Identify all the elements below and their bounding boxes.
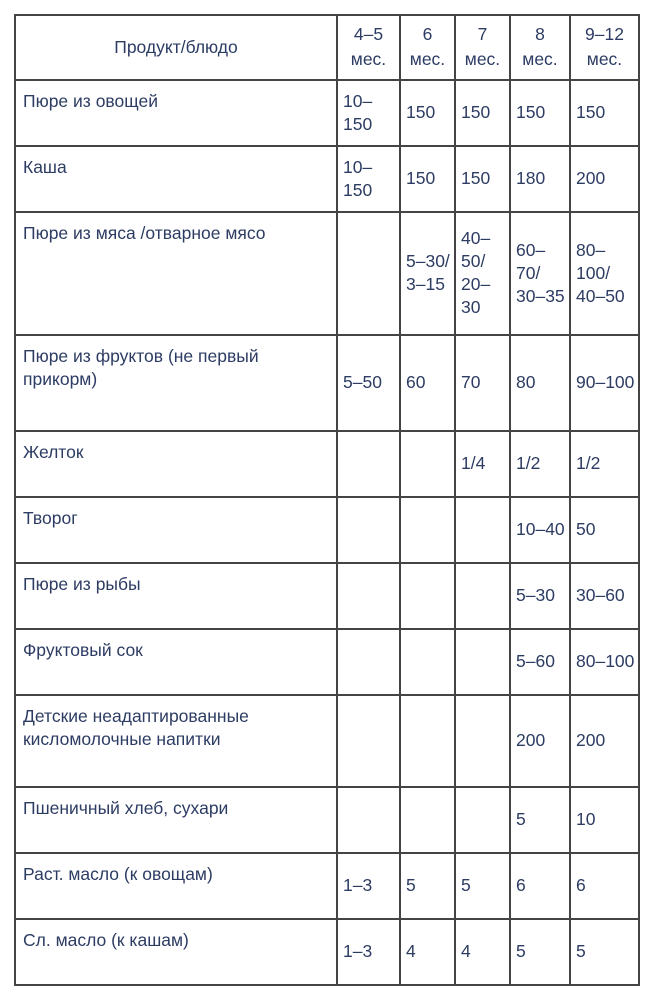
cell-value-9-12: 10: [570, 787, 639, 853]
column-header-4-5-months-line1: 4–5: [353, 24, 384, 44]
cell-value-4-5: 5–50: [337, 335, 400, 431]
cell-product: Раст. масло (к овощам): [15, 853, 337, 919]
cell-product: Детские неадаптированные кисломолочные напитки: [15, 695, 337, 787]
cell-value-8: 200: [510, 695, 570, 787]
column-header-7-months: [455, 15, 510, 80]
cell-value-4-5: [337, 787, 400, 853]
table-row: [15, 335, 639, 431]
cell-value-4-5: [337, 212, 400, 335]
cell-value-7: [455, 497, 510, 563]
column-header-product: Продукт/блюдо: [15, 15, 337, 80]
cell-product: Пюре из овощей: [15, 80, 337, 146]
cell-value-6: 4: [400, 919, 455, 985]
cell-value-8: 5–60: [510, 629, 570, 695]
cell-value-6: [400, 431, 455, 497]
cell-value-6: [400, 787, 455, 853]
cell-value-8: 1/2: [510, 431, 570, 497]
cell-value-6: [400, 497, 455, 563]
cell-value-7: 150: [455, 80, 510, 146]
cell-product: Пюре из рыбы: [15, 563, 337, 629]
cell-value-4-5: [337, 629, 400, 695]
cell-value-7: [455, 563, 510, 629]
cell-value-8: 6: [510, 853, 570, 919]
column-header-7-months-line1: 7: [477, 24, 488, 44]
table-row: [15, 695, 639, 787]
cell-value-6: 5: [400, 853, 455, 919]
cell-value-4-5: [337, 563, 400, 629]
cell-value-8: 60–70/ 30–35: [510, 212, 570, 335]
cell-value-7: [455, 787, 510, 853]
cell-value-4-5: 1–3: [337, 853, 400, 919]
column-header-8-months-line2: мес.: [522, 49, 558, 70]
table-row: [15, 853, 639, 919]
cell-value-9-12: 30–60: [570, 563, 639, 629]
cell-value-6: [400, 695, 455, 787]
cell-value-4-5: 1–3: [337, 919, 400, 985]
cell-value-7: [455, 695, 510, 787]
cell-product: Каша: [15, 146, 337, 212]
cell-value-4-5: 10–150: [337, 146, 400, 212]
cell-value-7: 70: [455, 335, 510, 431]
cell-value-6: 150: [400, 80, 455, 146]
column-header-6-months-line2: мес.: [409, 49, 446, 70]
cell-value-9-12: 80–100: [570, 629, 639, 695]
cell-value-8: 180: [510, 146, 570, 212]
cell-value-6: 60: [400, 335, 455, 431]
table-row: [15, 80, 639, 146]
complementary-feeding-table: [14, 14, 640, 986]
cell-value-7: 4: [455, 919, 510, 985]
cell-product: Желток: [15, 431, 337, 497]
table-row: [15, 431, 639, 497]
column-header-4-5-months: [337, 15, 400, 80]
cell-value-7: [455, 629, 510, 695]
cell-product: Фруктовый сок: [15, 629, 337, 695]
cell-value-7: 150: [455, 146, 510, 212]
cell-value-9-12: 200: [570, 146, 639, 212]
table-row: [15, 787, 639, 853]
cell-value-4-5: [337, 497, 400, 563]
column-header-6-months: [400, 15, 455, 80]
cell-value-8: 5: [510, 919, 570, 985]
column-header-4-5-months-line2: мес.: [350, 49, 387, 70]
table-row: [15, 212, 639, 335]
cell-value-4-5: 10–150: [337, 80, 400, 146]
cell-value-8: 5–30: [510, 563, 570, 629]
cell-value-4-5: [337, 431, 400, 497]
cell-value-9-12: 150: [570, 80, 639, 146]
cell-value-6: [400, 563, 455, 629]
cell-product: Творог: [15, 497, 337, 563]
cell-product: Пшеничный хлеб, сухари: [15, 787, 337, 853]
cell-value-9-12: 1/2: [570, 431, 639, 497]
cell-value-9-12: 90–100: [570, 335, 639, 431]
cell-value-6: 5–30/ 3–15: [400, 212, 455, 335]
cell-value-6: 150: [400, 146, 455, 212]
cell-value-8: 5: [510, 787, 570, 853]
cell-value-7: 5: [455, 853, 510, 919]
header-row: [15, 15, 639, 80]
cell-product: Пюре из мяса /отварное мясо: [15, 212, 337, 335]
cell-value-8: 150: [510, 80, 570, 146]
cell-value-9-12: 200: [570, 695, 639, 787]
cell-value-8: 80: [510, 335, 570, 431]
column-header-9-12-months: [570, 15, 639, 80]
table-body: [15, 80, 639, 985]
cell-product: Сл. масло (к кашам): [15, 919, 337, 985]
column-header-6-months-line1: 6: [422, 24, 433, 44]
cell-value-9-12: 5: [570, 919, 639, 985]
cell-value-7: 40–50/ 20–30: [455, 212, 510, 335]
cell-product: Пюре из фруктов (не первый прикорм): [15, 335, 337, 431]
cell-value-9-12: 80–100/ 40–50: [570, 212, 639, 335]
table-row: [15, 919, 639, 985]
table-row: [15, 563, 639, 629]
cell-value-8: 10–40: [510, 497, 570, 563]
table-header: [15, 15, 639, 80]
table-row: [15, 146, 639, 212]
cell-value-9-12: 6: [570, 853, 639, 919]
cell-value-4-5: [337, 695, 400, 787]
column-header-8-months-line1: 8: [535, 24, 545, 44]
cell-value-6: [400, 629, 455, 695]
column-header-9-12-months-line1: 9–12: [585, 24, 624, 44]
table-row: [15, 629, 639, 695]
column-header-9-12-months-line2: мес.: [586, 49, 623, 70]
table-row: [15, 497, 639, 563]
column-header-7-months-line2: мес.: [464, 49, 501, 70]
cell-value-7: 1/4: [455, 431, 510, 497]
cell-value-9-12: 50: [570, 497, 639, 563]
column-header-8-months: [510, 15, 570, 80]
